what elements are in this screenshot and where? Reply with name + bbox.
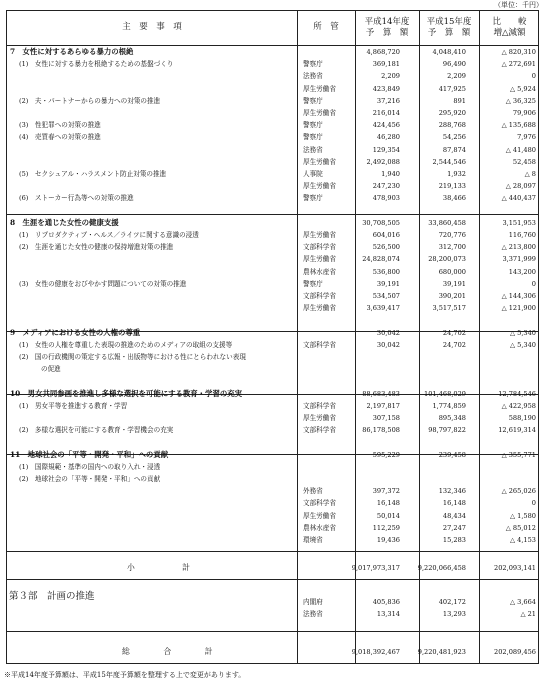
row-diff: △ 5,340 [509, 328, 536, 337]
row-fy14: 30,042 [376, 340, 400, 349]
table-row [7, 511, 538, 521]
row-ministry: 厚生労働省 [303, 109, 336, 117]
table-row [7, 181, 538, 191]
row-diff: △ 820,310 [501, 48, 536, 56]
row-diff: △ 135,688 [501, 121, 536, 130]
row-fy15: 295,920 [438, 109, 466, 117]
row-item: 11 地球社会の「平等・開発・平和」への貢献 [10, 449, 169, 459]
row-ministry: 文部科学省 [303, 499, 336, 508]
row-fy14: 526,500 [372, 243, 400, 252]
row-diff: △ 121,900 [501, 304, 536, 313]
row-fy14: 86,178,508 [362, 426, 400, 435]
table-row [7, 96, 538, 106]
row-fy15: 390,201 [438, 292, 466, 300]
row-fy15: 895,348 [438, 414, 466, 422]
row-ministry: 警察庁 [303, 121, 323, 130]
row-fy15: 24,702 [442, 328, 466, 337]
row-ministry: 厚生労働省 [303, 414, 336, 422]
row-diff: △ 4,153 [509, 536, 536, 544]
row-fy14: 16,148 [376, 499, 400, 508]
row-ministry: 法務省 [303, 610, 323, 618]
part3-title: 第３部 計画の推進 [9, 591, 95, 602]
table-row [7, 47, 538, 57]
row-fy15: 891 [453, 96, 466, 105]
row-diff: 79,906 [512, 109, 536, 117]
row-item: (2) 夫・パートナーからの暴力への対策の推進 [19, 96, 161, 105]
row-fy15: 1,932 [447, 170, 466, 178]
row-ministry: 人事院 [303, 170, 323, 178]
row-fy15: 3,517,517 [432, 304, 466, 313]
row-ministry: 文部科学省 [303, 243, 336, 252]
row-diff: △ 272,691 [501, 60, 536, 69]
row-ministry: 厚生労働省 [303, 255, 336, 264]
header-diff: 比 較 増△減額 [492, 17, 527, 38]
row-fy14: 19,436 [376, 536, 400, 544]
row-fy15: 417,925 [438, 84, 466, 93]
row-item: (1) 男女平等を推進する教育・学習 [19, 401, 128, 410]
header-item: 主 要 事 項 [122, 22, 182, 32]
row-diff: 3,371,999 [502, 255, 536, 264]
row-ministry: 警察庁 [303, 60, 323, 69]
row-diff: △ 3,664 [509, 598, 536, 606]
row-fy14: 595,229 [372, 450, 400, 459]
row-diff: △ 5,924 [509, 84, 536, 93]
row-fy14: 129,354 [372, 145, 400, 154]
row-fy14: 112,259 [372, 523, 400, 532]
row-fy14: 405,836 [372, 598, 400, 606]
table-row [7, 437, 538, 447]
row-ministry: 法務省 [303, 72, 323, 81]
row-fy14: 369,181 [372, 60, 400, 69]
row-fy15: 219,133 [438, 182, 466, 191]
row-fy14: 2,197,817 [366, 401, 400, 410]
row-fy14: 423,849 [372, 84, 400, 93]
table-row [7, 315, 538, 325]
row-ministry: 内閣府 [303, 598, 323, 606]
row-fy14: 397,372 [372, 487, 400, 496]
row-diff: △ 8 [524, 170, 536, 178]
row-fy15: 28,200,073 [428, 255, 466, 264]
row-fy15: 98,797,822 [428, 426, 466, 435]
table-row [7, 279, 538, 289]
row-fy15: 720,776 [438, 231, 466, 239]
row-ministry: 文部科学省 [303, 292, 336, 300]
row-fy14: 216,014 [372, 109, 400, 117]
row-diff: 116,760 [508, 231, 536, 239]
total-fy14: 9,018,392,467 [351, 648, 400, 656]
row-item: (2) 地球社会の「平等・開発・平和」への貢献 [19, 475, 161, 483]
row-fy14: 3,639,417 [366, 304, 400, 313]
row-ministry: 警察庁 [303, 194, 323, 203]
table-row [7, 206, 538, 216]
table-row [7, 291, 538, 301]
row-diff: △ 36,325 [505, 96, 536, 105]
row-diff: △ 440,437 [501, 194, 536, 203]
table-row [7, 242, 538, 252]
row-fy14: 24,828,074 [362, 255, 400, 264]
row-diff: △ 144,306 [501, 292, 536, 300]
table-row [7, 169, 538, 179]
row-diff: 3,151,953 [502, 218, 536, 227]
row-fy14: 2,492,088 [366, 157, 400, 166]
row-item: (3) 女性の健康をおびやかす問題についての対策の推進 [19, 279, 187, 288]
row-ministry: 警察庁 [303, 96, 323, 105]
row-fy15: 16,148 [442, 499, 466, 508]
row-diff: △ 5,340 [509, 340, 536, 349]
row-ministry: 農林水産省 [303, 523, 336, 532]
table-row [7, 609, 538, 619]
row-fy15: 402,172 [438, 598, 466, 606]
subtotal-diff: 202,093,141 [494, 564, 536, 572]
row-fy15: 288,768 [438, 121, 466, 130]
table-row [7, 413, 538, 423]
row-ministry: 外務省 [303, 487, 323, 496]
table-row [7, 376, 538, 386]
row-diff: △ 1,580 [509, 511, 536, 520]
row-fy14: 247,230 [372, 182, 400, 191]
row-diff: 12,619,314 [498, 426, 536, 435]
row-diff: △ 355,771 [501, 450, 536, 459]
row-fy15: 38,466 [442, 194, 466, 203]
table-row [7, 303, 538, 313]
row-fy14: 30,042 [376, 328, 400, 337]
table-row [7, 535, 538, 545]
unit-note: （単位：千円） [494, 1, 543, 9]
row-fy15: 13,293 [442, 610, 466, 618]
row-item: (2) 国の行政機関の策定する広報・出版物等における性にとらわれない表現 [19, 353, 246, 361]
row-diff: 0 [531, 499, 536, 508]
row-ministry: 厚生労働省 [303, 182, 336, 191]
row-fy15: 239,458 [438, 450, 466, 459]
row-fy15: 15,283 [442, 536, 466, 544]
row-item: (1) 女性に対する暴力を根絶するための基盤づくり [19, 60, 174, 69]
row-diff: △ 41,480 [505, 145, 536, 154]
table-row [7, 230, 538, 240]
table-row [7, 193, 538, 203]
row-fy14: 2,209 [381, 72, 400, 81]
row-ministry: 厚生労働省 [303, 511, 336, 520]
table-row [7, 401, 538, 411]
row-fy15: 24,702 [442, 340, 466, 349]
row-fy14: 4,868,720 [366, 48, 400, 56]
total-diff: 202,089,456 [494, 648, 536, 656]
row-ministry: 厚生労働省 [303, 231, 336, 239]
row-diff: 52,458 [512, 157, 536, 166]
table-row [7, 157, 538, 167]
table-row [7, 523, 538, 533]
row-ministry: 文部科学省 [303, 401, 336, 410]
table-row [7, 218, 538, 228]
row-diff: 12,784,546 [498, 389, 536, 398]
row-fy15: 4,048,410 [432, 48, 466, 56]
row-fy15: 48,434 [442, 511, 466, 520]
row-fy14: 424,456 [372, 121, 400, 130]
table-row [7, 425, 538, 435]
row-fy15: 312,700 [438, 243, 466, 252]
row-diff: 0 [531, 279, 536, 288]
row-fy14: 30,708,505 [362, 218, 400, 227]
row-item: 7 女性に対するあらゆる暴力の根絶 [10, 47, 134, 56]
table-row [7, 267, 538, 277]
row-fy15: 96,490 [442, 60, 466, 69]
row-fy14: 478,903 [372, 194, 400, 203]
row-fy15: 27,247 [442, 523, 466, 532]
row-diff: △ 21 [520, 610, 536, 618]
total-row [7, 647, 538, 657]
row-fy14: 13,314 [376, 610, 400, 618]
row-ministry: 法務省 [303, 145, 323, 154]
total-fy15: 9,220,481,923 [417, 648, 466, 656]
row-item: (3) 性犯罪への対策の推進 [19, 121, 101, 130]
row-fy15: 33,860,458 [428, 218, 466, 227]
row-diff: △ 265,026 [501, 487, 536, 496]
row-divider [7, 579, 538, 580]
row-fy15: 2,209 [447, 72, 466, 81]
table-row [7, 84, 538, 94]
row-diff: △ 85,012 [505, 523, 536, 532]
table-row [7, 450, 538, 460]
table-row [7, 120, 538, 130]
table-row [7, 71, 538, 81]
row-item: (5) セクシュアル・ハラスメント防止対策の推進 [19, 170, 167, 178]
row-item: (1) 国際規範・基準の国内への取り入れ・浸透 [19, 462, 161, 471]
row-fy15: 680,000 [438, 267, 466, 276]
row-item: の促進 [41, 365, 61, 374]
row-ministry: 農林水産省 [303, 267, 336, 276]
table-row [7, 328, 538, 338]
row-ministry: 環境省 [303, 536, 323, 544]
row-item: 10 男女共同参画を推進し多様な選択を可能にする教育・学習の充実 [10, 388, 243, 398]
table-row [7, 498, 538, 508]
row-ministry: 厚生労働省 [303, 157, 336, 166]
row-ministry: 警察庁 [303, 279, 323, 288]
budget-table [6, 10, 539, 664]
row-diff: 143,200 [508, 267, 536, 276]
header-ministry: 所 管 [313, 22, 339, 32]
row-ministry: 文部科学省 [303, 340, 336, 349]
row-diff: 7,976 [517, 133, 536, 142]
row-fy15: 101,468,029 [424, 389, 466, 398]
row-item: (1) リプロダクティブ・ヘルス／ライツに関する意識の浸透 [19, 231, 199, 239]
row-fy14: 39,191 [376, 279, 400, 288]
total-label: 総 合 計 [122, 647, 219, 656]
row-ministry: 文部科学省 [303, 426, 336, 435]
row-fy15: 1,774,859 [432, 401, 466, 410]
row-fy14: 534,507 [372, 292, 400, 300]
row-diff: △ 28,097 [505, 182, 536, 191]
row-diff: 0 [531, 72, 536, 81]
header-fy14: 平成14年度 予 算 額 [364, 17, 410, 38]
table-row [7, 389, 538, 399]
table-row [7, 352, 538, 362]
table-row [7, 132, 538, 142]
table-row [7, 364, 538, 374]
table-row [7, 474, 538, 484]
row-fy14: 536,800 [372, 267, 400, 276]
row-fy14: 50,014 [376, 511, 400, 520]
subtotal-label: 小 計 [127, 563, 196, 572]
table-row [7, 108, 538, 118]
row-diff: 588,190 [508, 414, 536, 422]
row-item: 8 生涯を通じた女性の健康支援 [10, 217, 119, 227]
row-fy15: 132,346 [438, 487, 466, 496]
row-item: (6) ストーカー行為等への対策の推進 [19, 194, 134, 203]
row-item: 9 メディアにおける女性の人権の尊重 [10, 327, 141, 337]
row-fy14: 46,280 [376, 133, 400, 142]
table-row [7, 597, 538, 607]
row-fy14: 307,158 [372, 414, 400, 422]
table-row [7, 59, 538, 69]
row-fy14: 88,683,483 [362, 389, 400, 398]
footnote: ※平成14年度予算額は、平成15年度予算額を整理する上で変更があります。 [4, 671, 246, 679]
row-fy14: 1,940 [381, 170, 400, 178]
row-divider [7, 551, 538, 552]
row-item: (2) 多様な選択を可能にする教育・学習機会の充実 [19, 426, 174, 435]
table-row [7, 462, 538, 472]
row-item: (2) 生涯を通じた女性の健康の保持増進対策の推進 [19, 243, 174, 252]
row-fy15: 54,256 [442, 133, 466, 142]
row-fy14: 37,216 [376, 96, 400, 105]
table-row [7, 145, 538, 155]
row-ministry: 厚生労働省 [303, 84, 336, 93]
table-row [7, 254, 538, 264]
row-ministry: 厚生労働省 [303, 304, 336, 313]
row-fy14: 604,016 [372, 231, 400, 239]
header-fy15: 平成15年度 予 算 額 [426, 17, 472, 38]
table-row [7, 340, 538, 350]
row-fy15: 87,874 [442, 145, 466, 154]
row-ministry: 警察庁 [303, 133, 323, 142]
row-diff: △ 213,800 [501, 243, 536, 252]
subtotal-row [7, 563, 538, 573]
row-diff: △ 422,958 [501, 401, 536, 410]
row-fy15: 39,191 [442, 279, 466, 288]
table-row [7, 486, 538, 496]
row-divider [7, 631, 538, 632]
subtotal-fy14: 9,017,973,317 [351, 564, 400, 572]
row-fy15: 2,544,546 [432, 157, 466, 166]
row-item: (4) 売買春への対策の推進 [19, 133, 101, 142]
row-item: (1) 女性の人権を尊重した表現の推進のためのメディアの取組の支援等 [19, 340, 233, 349]
header-divider [7, 45, 538, 46]
subtotal-fy15: 9,220,066,458 [417, 564, 466, 572]
